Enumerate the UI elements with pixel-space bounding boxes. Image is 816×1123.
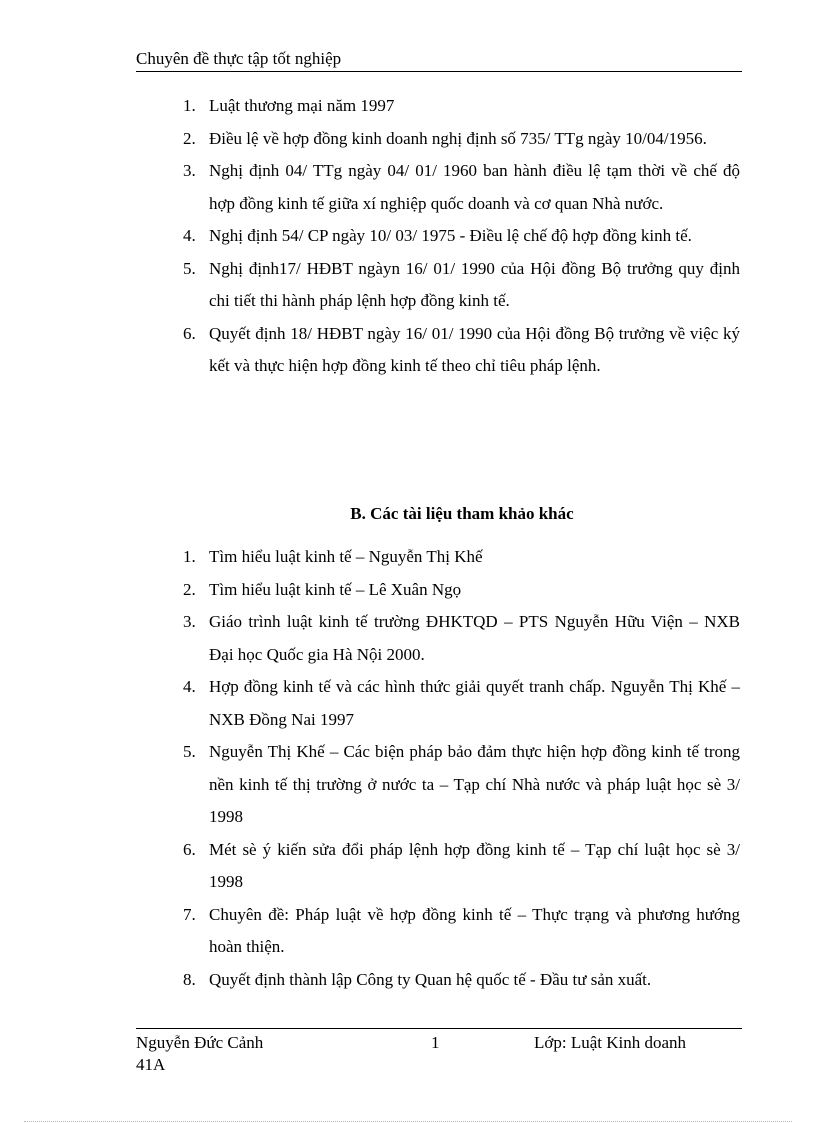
item-number: 3.: [183, 161, 196, 180]
reference-list-b: [136, 541, 740, 996]
item-number: 8.: [183, 969, 196, 989]
item-number: 6.: [183, 839, 196, 859]
list-item: [136, 123, 740, 156]
item-number: 5.: [183, 742, 196, 761]
list-item: [136, 318, 740, 383]
item-text: Quyết định 18/ HĐBT ngày 16/ 01/ 1990 của Hội đồng Bộ trưởng về việc ký kết và thực hiện hợp đồng kinh tế theo chỉ tiêu pháp lệnh.: [209, 323, 740, 375]
item-text: Điều lệ về hợp đồng kinh doanh nghị định số 735/ TTg ngày 10/04/1956.: [209, 128, 707, 148]
item-number: 3.: [183, 612, 196, 631]
list-item: [136, 253, 740, 318]
list-item: [136, 606, 740, 671]
page-edge-divider: [24, 1121, 792, 1122]
footer-divider: [136, 1028, 742, 1029]
item-number: 5.: [183, 258, 196, 278]
item-text: Chuyên đề: Pháp luật về hợp đồng kinh tế – Thực trạng và phương hướng hoàn thiện.: [209, 904, 740, 956]
footer-class: Lớp: Luật Kinh doanh: [534, 1033, 687, 1052]
item-text: Luật thương mại năm 1997: [209, 96, 395, 115]
reference-list-a: [136, 90, 740, 383]
item-number: 6.: [183, 323, 196, 343]
list-item: [136, 155, 740, 220]
header-title: Chuyên đề thực tập tốt nghiệp: [136, 49, 342, 68]
item-text: Nghị định 54/ CP ngày 10/ 03/ 1975 - Điều lệ chế độ hợp đồng kinh tế.: [209, 226, 692, 245]
item-number: 4.: [183, 226, 196, 245]
footer-author: Nguyễn Đức Cảnh 41A: [136, 1033, 264, 1074]
list-item: [136, 736, 740, 834]
item-text: Nguyễn Thị Khế – Các biện pháp bảo đảm thực hiện hợp đồng kinh tế trong nền kinh tế thị trường ở nước ta – Tạp chí Nhà nước và pháp luật học sè 3/ 1998: [209, 742, 740, 826]
item-text: Giáo trình luật kinh tế trường ĐHKTQD – PTS Nguyễn Hữu Viện – NXB Đại học Quốc gia Hà Nội 2000.: [209, 612, 740, 664]
list-item: [136, 671, 740, 736]
page-header: [136, 48, 742, 72]
section-b-heading: B. Các tài liệu tham khảo khác: [350, 504, 574, 523]
page-number: 1: [431, 1033, 440, 1052]
item-text: Mét sè ý kiến sửa đổi pháp lệnh hợp đồng kinh tế – Tạp chí luật học sè 3/ 1998: [209, 839, 740, 891]
item-text: Quyết định thành lập Công ty Quan hệ quốc tế - Đầu tư sản xuất.: [209, 969, 652, 989]
item-text: Tìm hiểu luật kinh tế – Lê Xuân Ngọ: [209, 579, 462, 599]
list-item: [136, 899, 740, 964]
list-item: [136, 574, 740, 607]
item-number: 1.: [183, 547, 196, 566]
item-text: Hợp đồng kinh tế và các hình thức giải quyết tranh chấp. Nguyễn Thị Khế – NXB Đồng Nai 1997: [209, 677, 740, 729]
item-number: 7.: [183, 904, 196, 924]
list-item: [136, 220, 740, 253]
list-item: [136, 90, 740, 123]
list-item: [136, 834, 740, 899]
list-item: [136, 964, 740, 997]
item-number: 2.: [183, 128, 196, 148]
list-item: [136, 541, 740, 574]
item-text: Nghị định17/ HĐBT ngàyn 16/ 01/ 1990 của Hội đồng Bộ trưởng quy định chi tiết thi hành pháp lệnh hợp đồng kinh tế.: [209, 258, 740, 310]
item-text: Nghị định 04/ TTg ngày 04/ 01/ 1960 ban hành điều lệ tạm thời về chế độ hợp đồng kinh tế giữa xí nghiệp quốc doanh và cơ quan Nhà nước.: [209, 161, 740, 213]
item-number: 1.: [183, 96, 196, 115]
item-text: Tìm hiểu luật kinh tế – Nguyễn Thị Khế: [209, 547, 483, 566]
item-number: 4.: [183, 677, 196, 696]
item-number: 2.: [183, 579, 196, 599]
